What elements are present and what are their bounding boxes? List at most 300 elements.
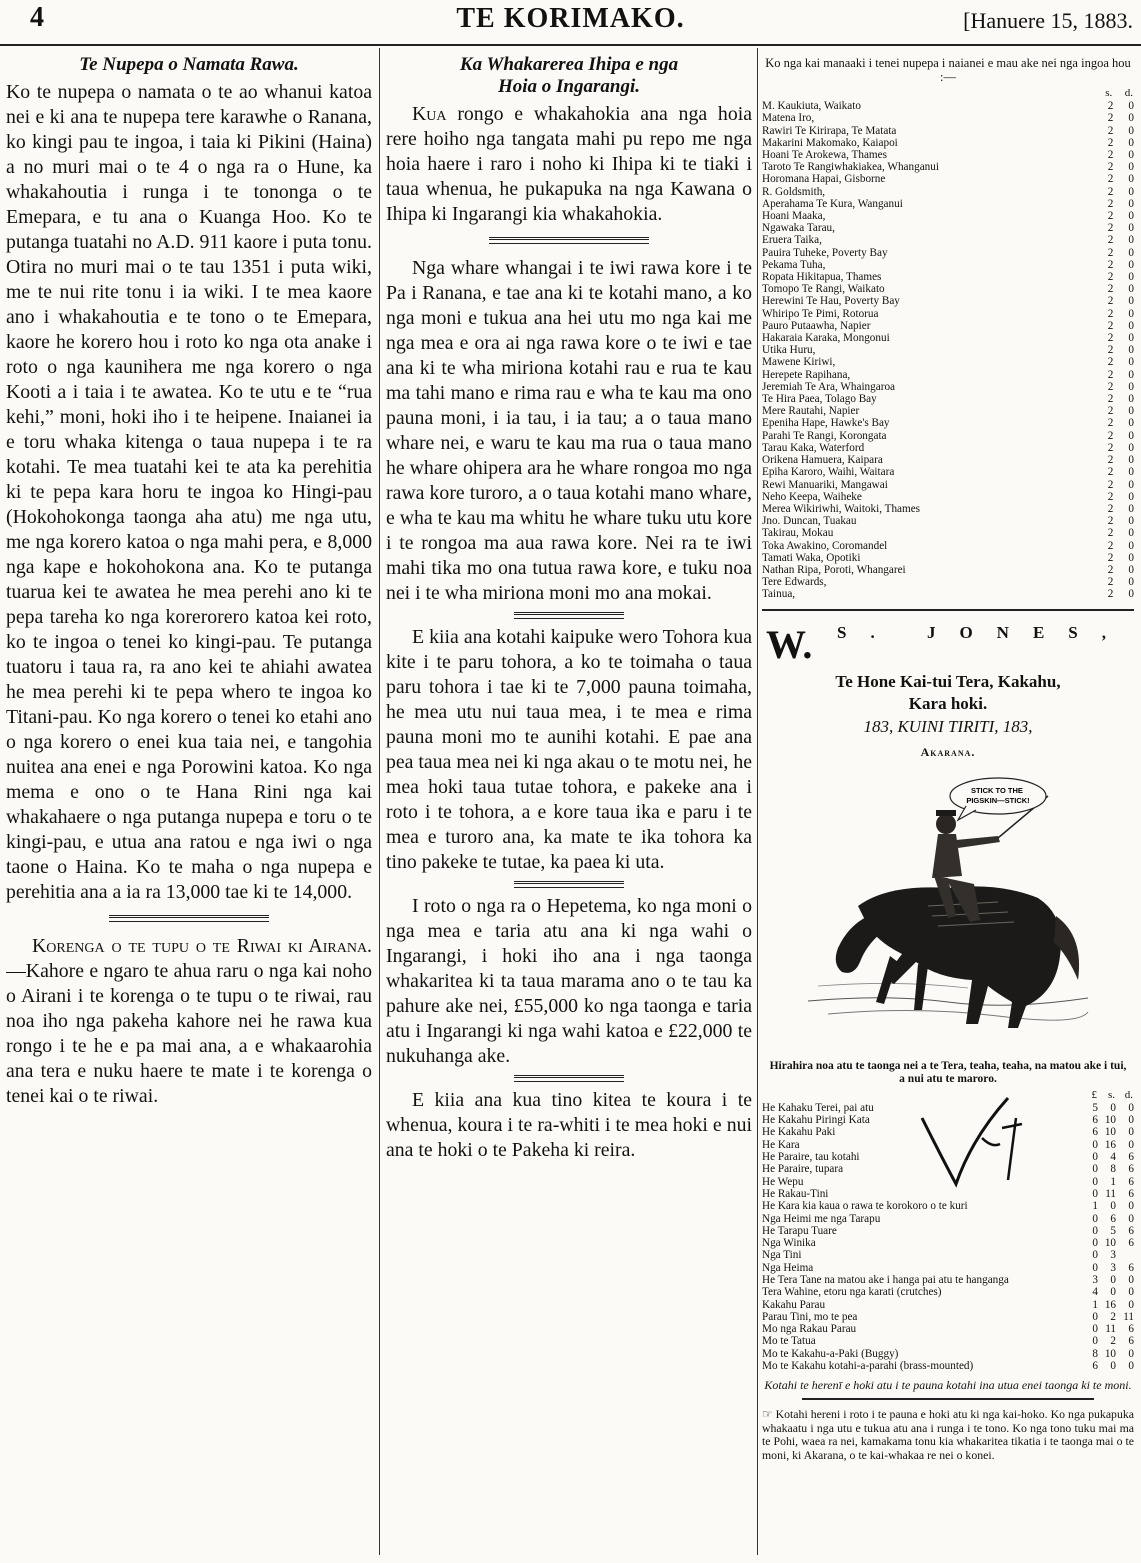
subscriber-name: Neho Keepa, Waiheke [762, 490, 862, 503]
table-row [762, 564, 1134, 576]
price-d: 0 [1128, 1360, 1134, 1373]
amount-d: 0 [1128, 344, 1134, 357]
table-row [762, 1286, 1134, 1298]
price-s: 0 [1110, 1360, 1116, 1373]
article-body-hoia [386, 102, 752, 227]
table-row [762, 1213, 1134, 1225]
ad-address: 183, KUINI TIRITI, 183, [863, 716, 1033, 736]
price-s: 0 [1110, 1200, 1116, 1213]
price-s: 4 [1110, 1151, 1116, 1164]
price-d: 0 [1128, 1347, 1134, 1360]
amount-d: 0 [1128, 246, 1134, 259]
article-heading-nupepa: Te Nupepa o Namata Rawa. [79, 54, 299, 75]
section-divider [802, 1398, 1094, 1400]
price-item: Mo nga Rakau Parau [762, 1323, 857, 1336]
table-row [762, 454, 1134, 466]
amount-d: 0 [1128, 490, 1134, 503]
amount-s: 2 [1107, 222, 1114, 235]
handwritten-check-mark [912, 1088, 1042, 1198]
subscriber-name: Te Hira Paea, Tolago Bay [762, 393, 877, 406]
table-row [762, 283, 1134, 295]
amount-s: 2 [1107, 283, 1114, 296]
subscriber-name: Tainua, [762, 588, 796, 601]
amount-d: 0 [1128, 380, 1134, 393]
amount-d: 0 [1128, 283, 1134, 296]
column-rule [757, 48, 758, 1555]
section-divider [489, 237, 649, 244]
table-row [762, 320, 1134, 332]
subscriber-name: Tamati Waka, Opotiki [762, 551, 861, 564]
amount-d: 0 [1128, 124, 1134, 137]
amount-s: 2 [1107, 588, 1114, 601]
ad-name: S. JONES, [837, 622, 1130, 642]
column-header-shillings: s. [1107, 1088, 1115, 1101]
article-paragraph: E kiia ana kua tino kitea te koura i te whenua, koura i te ra-whiti i te mea hoki e nui ana te hoki o te Pakeha ki reira. [386, 1089, 752, 1161]
price-item: He Tera Tane na matou ake i hanga pai atu te hanganga [762, 1273, 1009, 1286]
subscriber-name: Taroto Te Rangiwhakiakea, Whanganui [762, 161, 939, 174]
table-row [762, 308, 1134, 320]
section-divider [762, 609, 1134, 611]
subscriber-name: Whiripo Te Pimi, Rotorua [762, 307, 879, 320]
price-item: He Kakahu Piringi Kata [762, 1114, 870, 1127]
amount-s: 2 [1107, 161, 1114, 174]
price-l: 8 [1092, 1347, 1098, 1360]
table-row [762, 137, 1134, 149]
amount-s: 2 [1107, 307, 1114, 320]
amount-d: 0 [1128, 136, 1134, 149]
amount-d: 0 [1128, 222, 1134, 235]
subscribers-table [762, 86, 1134, 601]
price-item: Parau Tini, mo te pea [762, 1310, 858, 1323]
table-row [762, 369, 1134, 381]
subscriber-name: Jno. Duncan, Tuakau [762, 515, 857, 528]
table-row [762, 173, 1134, 185]
ad-initial: W. [766, 621, 813, 667]
amount-s: 2 [1107, 295, 1114, 308]
amount-s: 2 [1107, 527, 1114, 540]
price-s: 1 [1110, 1175, 1116, 1188]
table-row [762, 405, 1134, 417]
amount-d: 0 [1128, 185, 1134, 198]
page-number: 4 [30, 2, 44, 33]
amount-d: 0 [1128, 454, 1134, 467]
amount-s: 2 [1107, 319, 1114, 332]
price-item: He Rakau-Tini [762, 1187, 829, 1200]
amount-d: 0 [1128, 319, 1134, 332]
subscriber-name: Pekama Tuha, [762, 258, 826, 271]
price-item: He Tarapu Tuare [762, 1224, 837, 1237]
price-s: 10 [1104, 1126, 1116, 1139]
price-item: He Paraire, tupara [762, 1163, 844, 1176]
table-row [762, 479, 1134, 491]
amount-s: 2 [1107, 100, 1114, 113]
price-l: 0 [1092, 1224, 1098, 1237]
column-header-pounds: £ [1091, 1088, 1097, 1101]
subscriber-name: Takirau, Mokau [762, 527, 834, 540]
price-d: 0 [1128, 1138, 1134, 1151]
article-paragraph: rongo e whakahokia ana nga hoia rere hoiho nga tangata mahi pu repo me nga hoia haere i raro i noho ki Ihipa ki te tiaki i taua whenua, he pukapuka na nga Kawana o Ihipa ki Ingarangi kia whakahokia. [386, 103, 752, 225]
price-d: 0 [1128, 1212, 1134, 1225]
subscriber-name: Rawiri Te Kirirapa, Te Matata [762, 124, 897, 137]
amount-s: 2 [1107, 466, 1114, 479]
amount-s: 2 [1107, 380, 1114, 393]
subscribers-heading: Ko nga kai manaaki i tenei nupepa i naianei e mau ake nei nga ingoa hou :— [765, 56, 1131, 84]
amount-d: 0 [1128, 356, 1134, 369]
price-item: He Paraire, tau kotahi [762, 1151, 860, 1164]
subscriber-name: Mawene Kiriwi, [762, 356, 836, 369]
table-row [762, 1249, 1134, 1261]
price-s: 3 [1110, 1261, 1116, 1274]
price-l: 0 [1092, 1175, 1098, 1188]
amount-d: 0 [1128, 527, 1134, 540]
article-body-tohora [386, 625, 752, 875]
price-l: 1 [1092, 1200, 1098, 1213]
subscriber-name: Tere Edwards, [762, 576, 827, 589]
price-item: Nga Heimi me nga Tarapu [762, 1212, 881, 1225]
price-s: 0 [1110, 1101, 1116, 1114]
price-s: 8 [1110, 1163, 1116, 1176]
amount-d: 0 [1128, 295, 1134, 308]
price-d: 0 [1128, 1273, 1134, 1286]
price-d: 6 [1128, 1151, 1134, 1164]
price-l: 1 [1092, 1298, 1098, 1311]
amount-d: 0 [1128, 551, 1134, 564]
amount-d: 0 [1128, 100, 1134, 113]
table-row [762, 1323, 1134, 1335]
price-l: 0 [1092, 1249, 1098, 1262]
price-item: Nga Heima [762, 1261, 814, 1274]
price-l: 0 [1092, 1237, 1098, 1250]
price-l: 6 [1092, 1360, 1098, 1373]
amount-s: 2 [1107, 356, 1114, 369]
article-body-whare [386, 256, 752, 606]
table-row [762, 393, 1134, 405]
price-l: 0 [1092, 1138, 1098, 1151]
amount-s: 2 [1107, 490, 1114, 503]
subscriber-name: Toka Awakino, Coromandel [762, 539, 888, 552]
speech-line-1: STICK TO THE [970, 785, 1023, 795]
subscriber-name: Hoani Te Arokewa, Thames [762, 149, 887, 162]
price-item: He Kara kia kaua o rawa te korokoro o te kuri [762, 1200, 968, 1213]
table-row [762, 332, 1134, 344]
price-item: Mo te Tatua [762, 1335, 816, 1348]
amount-d: 0 [1128, 539, 1134, 552]
table-row [762, 540, 1134, 552]
table-row [762, 515, 1134, 527]
amount-s: 2 [1107, 344, 1114, 357]
article-paragraph: E kiia ana kotahi kaipuke wero Tohora kua kite i te paru tohora, a ko te toimaha o taua paru tohora i tae ki te 7,000 pauna toimaha, he mea utu nui taua mea, i te mea e rima pauna moni mo te aunihi kotahi. E pae ana pea taua mea nei ki nga akau o te motu nei, he mea hoki taua tutae tohora, e pakeke ana i roto i te tohora, a e kore taua ika e paru i te mea e turoro ana, ka mate te ika tohora ka tino pakeke te tutae, ka paea ki uta. [386, 626, 752, 873]
table-row [762, 1200, 1134, 1212]
price-d: 0 [1128, 1101, 1134, 1114]
price-s: 16 [1104, 1138, 1116, 1151]
table-row [762, 442, 1134, 454]
subscriber-name: Rewi Manuariki, Mangawai [762, 478, 888, 491]
price-l: 6 [1092, 1126, 1098, 1139]
table-row [762, 1299, 1134, 1311]
amount-s: 2 [1107, 576, 1114, 589]
ad-caption: Hirahira noa atu te taonga nei a te Tera, teaha, teaha, na matou ake i tui, a nui atu te maroro. [769, 1059, 1127, 1085]
ad-header [762, 619, 1134, 671]
column-header-pence: d. [1124, 87, 1133, 99]
table-row [762, 503, 1134, 515]
subscriber-name: Jeremiah Te Ara, Whaingaroa [762, 380, 895, 393]
price-item: Mo te Kakahu-a-Paki (Buggy) [762, 1347, 899, 1360]
table-row [762, 210, 1134, 222]
newspaper-title: TE KORIMAKO. [456, 3, 685, 34]
amount-d: 0 [1128, 161, 1134, 174]
price-l: 0 [1092, 1163, 1098, 1176]
amount-d: 0 [1128, 210, 1134, 223]
table-row [762, 198, 1134, 210]
subscriber-name: Tarau Kaka, Waterford [762, 441, 865, 454]
amount-d: 0 [1128, 515, 1134, 528]
table-row [762, 1348, 1134, 1360]
amount-s: 2 [1107, 271, 1114, 284]
amount-s: 2 [1107, 478, 1114, 491]
section-divider [514, 1075, 624, 1082]
amount-d: 0 [1128, 588, 1134, 601]
price-item: He Kakahu Paki [762, 1126, 836, 1139]
subscriber-name: Epiha Karoro, Waihi, Waitara [762, 466, 895, 479]
price-d: 11 [1123, 1310, 1134, 1323]
amount-d: 0 [1128, 405, 1134, 418]
article-body-hepetema [386, 894, 752, 1069]
price-l: 0 [1092, 1212, 1098, 1225]
table-row [762, 552, 1134, 564]
table-row [762, 1262, 1134, 1274]
price-list [762, 1088, 1134, 1373]
speech-line-2: PIGSKIN—STICK! [966, 795, 1030, 805]
subscriber-name: Nathan Ripa, Poroti, Whangarei [762, 563, 906, 576]
subscriber-name: Orikena Hamuera, Kaipara [762, 454, 883, 467]
price-s: 2 [1110, 1310, 1116, 1323]
price-d: 6 [1128, 1175, 1134, 1188]
amount-s: 2 [1107, 210, 1114, 223]
price-d: 0 [1128, 1200, 1134, 1213]
table-row [762, 430, 1134, 442]
table-row [762, 271, 1134, 283]
ad-tagline: Te Hone Kai-tui Tera, Kakahu, [835, 671, 1061, 691]
article-paragraph: Ko te nupepa o namata o te ao whanui katoa nei e ki ana te nupepa tere karawhe o Ranana, ko kingi pau te ingoa, i taia ki Pikini (Haina) a no muri mai o te 4 o nga ra o Hune, ka whakahoutia i runga i te tononga o te Emepara, e tu ana o Kuanga Hoo. Ko te putanga tuatahi no A.D. 911 kaore i puta tonu. Otira no muri mai o te tau 1351 i puta wiki, me te nui rite tonu i ia wiki. I te mea kaore ano i whakahoutia e te tono o te Emepara, kaore he korero hou i roto ko nga ota anake i roto o nga kaunihera me nga korero o nga Kooti a i taia i te awatea. Ko te utu e te “rua kehi,” moni, hoki iho i te heipene. Inaianei ia e toru whaka kitenga o taua nupepa i te ra kotahi. Te mea tuatahi kei te ata ka perehitia ki te pepa kara horu te ingoa ko Hingi-pau (Hokohokonga taonga aha atu) me nga utu, me nga korero katoa o nga mahi pera, e 8,000 nga kape e hokohokona ana. Ko te putanga tuarua kei te awatea he mea perehi ano ki te pepa tareha ko nga korerorero katoa kei roto, ko te ingoa o tenei ko kingi-pau. Te putanga tuatoru i taua ra, ra ano kei te ahiahi awatea he mea perehi ki te pepa whero te ingoa ko Titani-pau. Ko nga korero o tenei ko etahi ano o nga korero o enei kua taia nei, e tangohia nuitea ana enei e nga Porowini katoa. Ko nga mema e ono o te Hana Rini nga kai whakahaere o nga putanga nupepa e toru o te kingi-pau, e utua ana ratou e nga iwi o nga taone o Haina. Ko te maha o nga nupepa e perehitia ana a ia ra 13,000 tae ki te 14,000. [6, 81, 372, 903]
section-divider [514, 881, 624, 888]
price-l: 0 [1092, 1151, 1098, 1164]
subscriber-name: Pauira Tuheke, Poverty Bay [762, 246, 888, 259]
amount-d: 0 [1128, 441, 1134, 454]
amount-s: 2 [1107, 149, 1114, 162]
subscriber-name: Utika Huru, [762, 344, 816, 357]
amount-s: 2 [1107, 515, 1114, 528]
table-row [762, 100, 1134, 112]
table-row [762, 491, 1134, 503]
amount-s: 2 [1107, 563, 1114, 576]
price-d [1116, 1249, 1134, 1261]
price-s: 0 [1110, 1286, 1116, 1299]
amount-d: 0 [1128, 271, 1134, 284]
table-row [762, 417, 1134, 429]
article-heading-hoia [386, 54, 752, 98]
price-d: 0 [1128, 1286, 1134, 1299]
table-row [762, 1360, 1134, 1372]
amount-s: 2 [1107, 417, 1114, 430]
price-s: 10 [1104, 1237, 1116, 1250]
subscriber-name: Matena Iro, [762, 112, 815, 125]
table-row [762, 222, 1134, 234]
subscriber-name: Parahi Te Rangi, Korongata [762, 429, 887, 442]
subscriber-name: Ropata Hikitapua, Thames [762, 271, 882, 284]
ad-tagline: Kara hoki. [908, 693, 988, 713]
column-header-pence: d. [1124, 1088, 1133, 1101]
price-d: 6 [1128, 1163, 1134, 1176]
ad-discount-note: Kotahi te herenī e hoki atu i te pauna kotahi ina utua enei taonga ki te moni. [764, 1378, 1132, 1393]
subscriber-name: Eruera Taika, [762, 234, 822, 247]
table-row [762, 1311, 1134, 1323]
price-l: 0 [1092, 1187, 1098, 1200]
price-s: 11 [1105, 1187, 1116, 1200]
amount-d: 0 [1128, 173, 1134, 186]
subscriber-name: Merea Wikiriwhi, Waitoki, Thames [762, 502, 921, 515]
table-row [762, 576, 1134, 588]
amount-s: 2 [1107, 454, 1114, 467]
price-l: 3 [1092, 1273, 1098, 1286]
price-s: 3 [1110, 1249, 1116, 1262]
price-d: 0 [1128, 1298, 1134, 1311]
table-row [762, 588, 1134, 600]
section-divider [514, 612, 624, 619]
price-d: 6 [1128, 1224, 1134, 1237]
amount-d: 0 [1128, 429, 1134, 442]
subscriber-name: Hoani Maaka, [762, 210, 826, 223]
table-header-row [762, 86, 1134, 100]
price-l: 0 [1092, 1261, 1098, 1274]
column-3 [762, 50, 1134, 1555]
price-item: He Kahaku Terei, pai atu [762, 1101, 874, 1114]
subscriber-name: R. Goldsmith, [762, 185, 826, 198]
amount-s: 2 [1107, 136, 1114, 149]
amount-s: 2 [1107, 332, 1114, 345]
column-2 [386, 50, 752, 1555]
price-s: 16 [1104, 1298, 1116, 1311]
amount-s: 2 [1107, 185, 1114, 198]
price-s: 11 [1105, 1323, 1116, 1336]
subscribers-body [762, 100, 1134, 600]
table-row [762, 527, 1134, 539]
amount-s: 2 [1107, 234, 1114, 247]
subscriber-name: Makarini Makomako, Kaiapoi [762, 136, 898, 149]
subscriber-name: Horomana Hapai, Gisborne [762, 173, 886, 186]
horse-rider-engraving [798, 766, 1098, 1056]
amount-s: 2 [1107, 258, 1114, 271]
price-item: Mo te Kakahu kotahi-a-parahi (brass-mounted) [762, 1360, 974, 1373]
amount-s: 2 [1107, 368, 1114, 381]
amount-d: 0 [1128, 149, 1134, 162]
table-row [762, 125, 1134, 137]
table-row [762, 1335, 1134, 1347]
price-item: Nga Tini [762, 1249, 802, 1262]
amount-s: 2 [1107, 246, 1114, 259]
column-rule [379, 48, 380, 1555]
amount-d: 0 [1128, 393, 1134, 406]
masthead [0, 0, 1141, 46]
price-d: 6 [1128, 1335, 1134, 1348]
price-d: 0 [1128, 1114, 1134, 1127]
price-item: Tera Wahine, etoru nga karati (crutches) [762, 1286, 942, 1299]
amount-s: 2 [1107, 197, 1114, 210]
table-row [762, 186, 1134, 198]
price-d: 6 [1128, 1237, 1134, 1250]
table-row [762, 247, 1134, 259]
amount-s: 2 [1107, 124, 1114, 137]
amount-d: 0 [1128, 466, 1134, 479]
amount-d: 0 [1128, 197, 1134, 210]
article-paragraph: —Kahore e ngaro te ahua raru o nga kai noho o Airani i te korenga o te tupu o te riwai, rau noa iho nga pakeha kahore nei he rawa kua rongo i te he e pa mai ana, a e whakaarohia ana tera e nuku haere te mate i te korenga o tenei kai o te riwai. [6, 960, 372, 1107]
price-l: 6 [1092, 1114, 1098, 1127]
subscriber-name: Pauro Putaawha, Napier [762, 319, 871, 332]
table-row [762, 1225, 1134, 1237]
price-item: He Kara [762, 1138, 800, 1151]
amount-s: 2 [1107, 405, 1114, 418]
amount-s: 2 [1107, 539, 1114, 552]
price-l: 4 [1092, 1286, 1098, 1299]
price-s: 5 [1110, 1224, 1116, 1237]
amount-d: 0 [1128, 368, 1134, 381]
price-d: 6 [1128, 1323, 1134, 1336]
price-item: Nga Winika [762, 1237, 816, 1250]
article-lead-riwai: Korenga o te tupu o te Riwai ki Airana. [32, 935, 372, 957]
table-row [762, 466, 1134, 478]
article-paragraph: I roto o nga ra o Hepetema, ko nga moni o nga mea e taria atu ana ki nga wahi o Ingarangi, i hoki iho ana i nga taonga whakaritea ki ta taua marama ano o te tau ka pahure ake nei, £55,000 ko nga taonga e taria atu i Ingarangi ki nga wahi katoa e £22,000 te nukuhanga ake. [386, 895, 752, 1067]
price-item: Kakahu Parau [762, 1298, 826, 1311]
amount-s: 2 [1107, 173, 1114, 186]
table-row [762, 259, 1134, 271]
heading-line: Hoia o Ingarangi. [497, 76, 640, 97]
issue-date: [Hanuere 15, 1883. [963, 8, 1133, 33]
article-paragraph: Nga whare whangai i te iwi rawa kore i te Pa i Ranana, e tae ana ki te kotahi mano, a ko nga moni e tukua ana hei utu mo nga kai me nga mea e ora ai nga rawa kore o te iwi e tae ana ki te wha miriona kotahi rau e rua te kau ma tahi mano e rima rau e wha te kau ma ono pauna moni, i ia tau, i ia tau; a o taua mano whare nei, e waru te kau ma rua o taua mano he whare ohipera ara he whare rongoa mo nga rawa kore turoro, a o taua kotahi mano whare, e wha te kau ma whitu he whare tuku utu kore i te rongoa ma aua rawa kore. Nei ra te iwi mahi tika mo ona tutua rawa kore, e tuku noa nei i te wha miriona moni mo ana mokai. [386, 257, 752, 604]
ad-order-note: ☞ Kotahi hereni i roto i te pauna e hoki atu ki nga kai-hoko. Ko nga pukapuka whakaatu i nga utu e tukua atu ana i runga i te tono. Ko nga tono tuku mai ma te Pohi, waea ra nei, kamakama tonu kia whakaritea tikatia i te taonga mai o te moni, ki Akarana, o te kai-whakaa re nei o konei. [762, 1407, 1134, 1462]
price-l: 0 [1092, 1323, 1098, 1336]
price-d: 6 [1128, 1261, 1134, 1274]
subscriber-name: Herepete Rapihana, [762, 368, 851, 381]
amount-d: 0 [1128, 234, 1134, 247]
amount-d: 0 [1128, 563, 1134, 576]
table-row [762, 295, 1134, 307]
price-d: 6 [1128, 1187, 1134, 1200]
amount-s: 2 [1107, 112, 1114, 125]
table-row [762, 344, 1134, 356]
subscriber-name: Mere Rautahi, Napier [762, 405, 860, 418]
price-s: 10 [1104, 1347, 1116, 1360]
amount-s: 2 [1107, 393, 1114, 406]
table-row [762, 234, 1134, 246]
speech-bubble-text [966, 786, 1029, 805]
amount-d: 0 [1128, 332, 1134, 345]
amount-d: 0 [1128, 417, 1134, 430]
column-1 [6, 50, 372, 1555]
table-row [762, 161, 1134, 173]
amount-s: 2 [1107, 429, 1114, 442]
price-d: 0 [1128, 1126, 1134, 1139]
article-body-riwai [6, 934, 372, 1109]
subscriber-name: Aperahama Te Kura, Wanganui [762, 197, 903, 210]
table-row [762, 1237, 1134, 1249]
amount-s: 2 [1107, 502, 1114, 515]
subscriber-name: Herewini Te Hau, Poverty Bay [762, 295, 900, 308]
table-row [762, 356, 1134, 368]
price-s: 0 [1110, 1273, 1116, 1286]
price-l: 5 [1092, 1101, 1098, 1114]
amount-d: 0 [1128, 576, 1134, 589]
table-row [762, 381, 1134, 393]
section-divider [109, 915, 269, 922]
